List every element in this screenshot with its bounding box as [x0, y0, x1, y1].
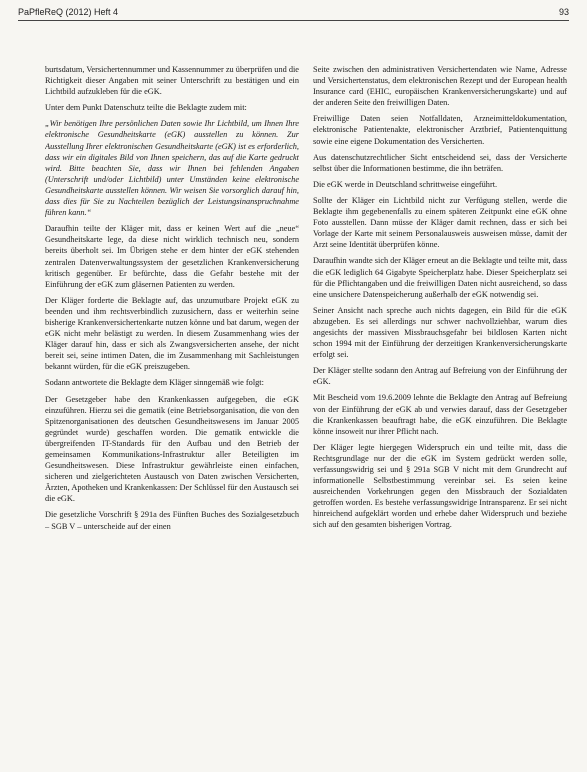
paragraph: Sollte der Kläger ein Lichtbild nicht zur Verfügung stellen, werde die Beklagte ihm gegebenenfalls zu einem späteren Zeitpunkt eine eGK ohne Foto ausstellen. Dann müsse der Kläger damit rechnen, dass er sich bei Vorlage der Karte mit seinem Personalausweis ausweisen müsse, damit der Arzt seine Identität überprüfen könne. [313, 195, 567, 250]
paragraph: Die gesetzliche Vorschrift § 291a des Fünften Buches des Sozialgesetzbuch – SGB V – unterscheide auf der einen [45, 510, 299, 531]
paragraph: Unter dem Punkt Datenschutz teilte die Beklagte zudem mit: [45, 103, 247, 113]
paragraph: Der Kläger forderte die Beklagte auf, das unzumutbare Projekt eGK zu beenden und ihm rechtsverbindlich zuzusichern, dass er weiterhin seine bisherige Krankenversichertenkarte nutzen könne und bat darum, wegen der eGK nicht mehr belästigt zu werden. In diesem Zusammenhang wies der Kläger darauf hin, dass er sich als Zwangsversicherten ansehe, der nicht bereit sei, seine intimen Daten, die im Zusammenhang mit Sachleistungen bekannt würden, für die eGK preiszugeben. [45, 295, 299, 372]
paragraph: Seiner Ansicht nach spreche auch nichts dagegen, ein Bild für die eGK abzugeben. Es sei allerdings nur schwer nachvollziehbar, warum dies angesichts der massiven Missbrauchsgefahr bei bildlosen Karten nicht schon 1994 mit der Einführung der derzeitigen Krankenversicherungskarte erfolgt sei. [313, 305, 567, 360]
running-header [18, 4, 569, 21]
paragraph: Der Kläger stellte sodann den Antrag auf Befreiung von der Einführung der eGK. [313, 366, 567, 387]
quote-paragraph: „Wir benötigen Ihre persönlichen Daten sowie Ihr Lichtbild, um Ihnen Ihre elektronische Gesundheitskarte (eGK) ausstellen zu können. Zur Ausstellung Ihrer elektronischen Gesundheitskarte (eGK) ist es erforderlich, dass wir ein digitales Bild von Ihnen speichern, das auf die Karte gedruckt wird. Bitte beachten Sie, dass wir Ihnen bei fehlenden Angaben (Unterschrift und/oder Lichtbild) unter Umständen keine elektronische Gesundheitskarte ausstellen können. Wir weisen Sie vorsorglich darauf hin, dass dies für Sie zu Nachteilen bezüglich der Leistungsinanspruchnahme führen kann.“ [45, 119, 299, 218]
left-column [45, 64, 299, 766]
page-number: 93 [558, 7, 569, 17]
paragraph: Daraufhin teilte der Kläger mit, dass er keinen Wert auf die „neue“ Gesundheitskarte lege, da diese nicht wirklich technisch neu, sondern bereits überholt sei. Im Übrigen stehe er dem hinter der eGK stehenden zentralen Datenverwaltungssystem der gesetzlichen Krankenversicherung kritisch gegenüber. Er befürchte, dass die Gefahr bestehe mit der Einführung der eGK zum gläsernen Patienten zu werden. [45, 224, 299, 289]
journal-title: PaPfleReQ (2012) Heft 4 [18, 7, 119, 17]
paragraph: Sodann antwortete die Beklagte dem Kläger sinngemäß wie folgt: [45, 378, 264, 388]
paragraph: Aus datenschutzrechtlicher Sicht entscheidend sei, dass der Versicherte selbst über die Informationen bestimme, die ihn beträfen. [313, 152, 567, 173]
paragraph: burtsdatum, Versichertennummer und Kassennummer zu überprüfen und die Richtigkeit dieser Angaben mit seiner Unterschrift zu bestätigen und ein Lichtbild aufzukleben für die eGK. [45, 65, 299, 97]
paragraph: Der Gesetzgeber habe den Krankenkassen aufgegeben, die eGK einzuführen. Hierzu sei die gematik (eine Betriebsorganisation, die von den Spitzenorganisationen des deutschen Gesundheitswesens im Januar 2005 gegründet wurde) geschaffen worden. Die gematik entwickle die übergreifenden IT-Standards für den Aufbau und den Betrieb der gemeinsamen Kommunikations-Infrastruktur aller Beteiligten im Gesundheitswesen. Diese Infrastruktur gewährleiste einen einfachen, sicheren und zielgerichteten Austausch von Daten zwischen Versicherten, Ärzten, Apotheken und Krankenkassen: Der Schlüssel für den Austausch sei die eGK. [45, 394, 299, 504]
paragraph: Der Kläger legte hiergegen Widerspruch ein und teilte mit, dass die Rechtsgrundlage nur der die eGK im System gedrückt werden solle, verfassungswidrig sei und § 291a SGB V nicht mit dem Grundrecht auf informationelle Selbstbestimmung vereinbar sei. Es seien keine ausreichenden Vorkehrungen gegen den Missbrauch der Sozialdaten getroffen worden. Es bestehe verfassungswidrige Intransparenz. Er sei nicht hinreichend aufgeklärt worden und erhebe daher Widerspruch und beziehe sich auf den gesamten bisherigen Vortrag. [313, 442, 567, 530]
paragraph: Seite zwischen den administrativen Versichertendaten wie Name, Adresse und Versichertenstatus, dem elektronischen Rezept und der European health Insurance card (EHIC, europäischen Krankenversicherungskarte) und auf der anderen Seite den freiwilligen Daten. [313, 65, 567, 108]
paragraph: Freiwillige Daten seien Notfalldaten, Arzneimitteldokumentation, elektronische Patientenakte, elektronischer Arztbrief, Patientenquittung sowie eine eigene Dokumentation des Versicherten. [313, 114, 567, 146]
right-column [313, 64, 567, 766]
paragraph: Daraufhin wandte sich der Kläger erneut an die Beklagte und teilte mit, dass die eGK lediglich 64 Gigabyte Speicherplatz habe. Dieser Speicherplatz sei für die Pflichtangaben und die freiwilligen Daten nicht ausreichend, so dass eine unsichere Datenspeicherung außerhalb der eGK notwendig sei. [313, 256, 567, 299]
paragraph: Mit Bescheid vom 19.6.2009 lehnte die Beklagte den Antrag auf Befreiung von der Einführung der eGK ab und verwies darauf, dass der Gesetzgeber die Krankenkassen beauftragt habe, die eGK einzuführen. Die Beklagte könne insoweit nur ihrer Pflicht nach. [313, 393, 567, 436]
paragraph: Die eGK werde in Deutschland schrittweise eingeführt. [313, 179, 498, 189]
